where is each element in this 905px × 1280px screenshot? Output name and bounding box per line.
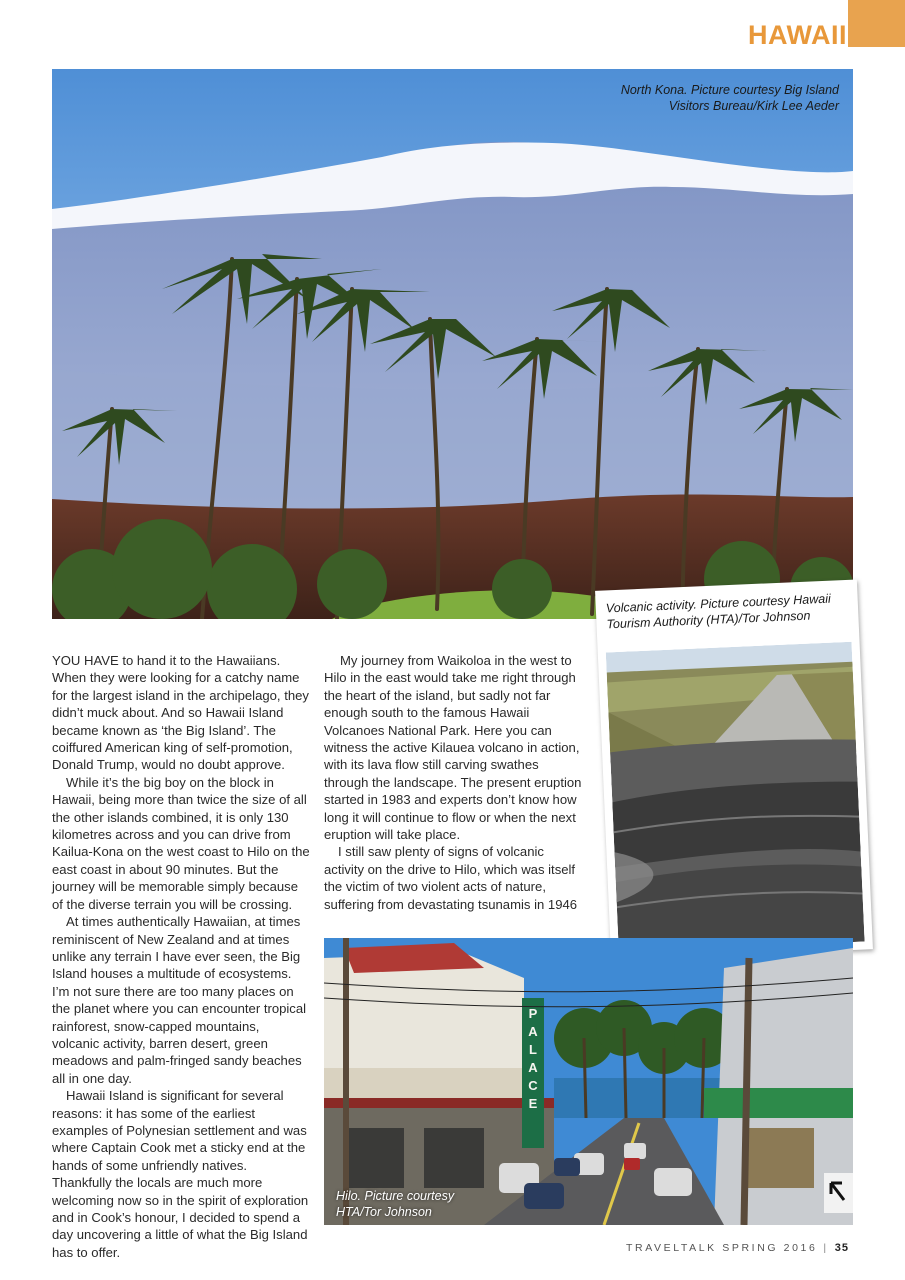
palace-sign-letter: A (528, 1060, 538, 1075)
palace-sign-letter: A (528, 1024, 538, 1039)
article-paragraph: YOU HAVE to hand it to the Hawaiians. When they were looking for a catchy name for the largest island in the archipelago, they didn’t muck about. And so Hawaii Island became known as ‘the Big Island’. The coiffured American king of self-promotion, Donald Trump, would no doubt approve. (52, 653, 309, 773)
north-kona-photo (52, 69, 853, 619)
footer-separator: | (823, 1242, 829, 1254)
north-kona-caption: North Kona. Picture courtesy Big Island Visitors Bureau/Kirk Lee Aeder (620, 83, 839, 113)
hilo-caption: Hilo. Picture courtesy HTA/Tor Johnson (336, 1189, 455, 1219)
section-color-tab (848, 0, 905, 47)
article-paragraph: My journey from Waikoloa in the west to Hilo in the east would take me right through the heart of the island, but sadly not far enough south to the famous Hawaii Volcanoes National Park. Here you can witness the active Kilauea volcano in action, with its lava flow still carving swathes through the landscape. The present eruption started in 1983 and experts don’t know how long it will continue to flow or when the next eruption will take place. (324, 653, 582, 843)
publication-name: TRAVELTALK SPRING 2016 (626, 1242, 818, 1254)
article-column-left (52, 652, 310, 1261)
article-paragraph: While it’s the big boy on the block in Hawaii, being more than twice the size of all the other islands combined, it is only 130 kilometres across and you can drive from Kailua-Kona on the west coast to Hilo on the east coast in about 90 minutes. But the journey will be memorable simply because of the diverse terrain you will be crossing. (52, 774, 310, 912)
page-footer (626, 1242, 849, 1254)
section-title: HAWAII (747, 20, 847, 50)
hilo-street-photo (324, 938, 853, 1225)
page-number: 35 (834, 1242, 849, 1254)
palace-sign-letter: C (528, 1078, 538, 1093)
palace-sign-letter: E (528, 1096, 538, 1111)
article-column-middle (324, 652, 586, 913)
palace-sign-letter: L (529, 1042, 537, 1057)
article-paragraph: At times authentically Hawaiian, at times reminiscent of New Zealand and at times unlike any terrain I have ever seen, the Big Island houses a multitude of ecosystems. I’m not sure there are too many places on the planet where you can encounter tropical rainforest, snow-capped mountains, volcanic activity, barren desert, green meadows and palm-fringed sandy beaches all in one day. (52, 914, 307, 1086)
volcanic-activity-caption: Volcanic activity. Picture courtesy Hawaii Tourism Authority (HTA)/Tor Johnson (605, 591, 832, 632)
article-paragraph: I still saw plenty of signs of volcanic activity on the drive to Hilo, which was itself the victim of two violent acts of nature, suffering from devastating tsunamis in 1946 (324, 844, 578, 912)
volcanic-activity-photo (595, 579, 873, 960)
article-paragraph: Hawaii Island is significant for several reasons: it has some of the earliest examples of Polynesian settlement and was where Captain Cook met a sticky end at the hands of some unfriendly natives. Thankfully the locals are much more welcoming now so in the spirit of exploration and in Cook’s honour, I decided to spend a day uncovering a little of what the Big Island has to offer. (52, 1088, 309, 1260)
palace-sign-letter: P (528, 1006, 538, 1021)
